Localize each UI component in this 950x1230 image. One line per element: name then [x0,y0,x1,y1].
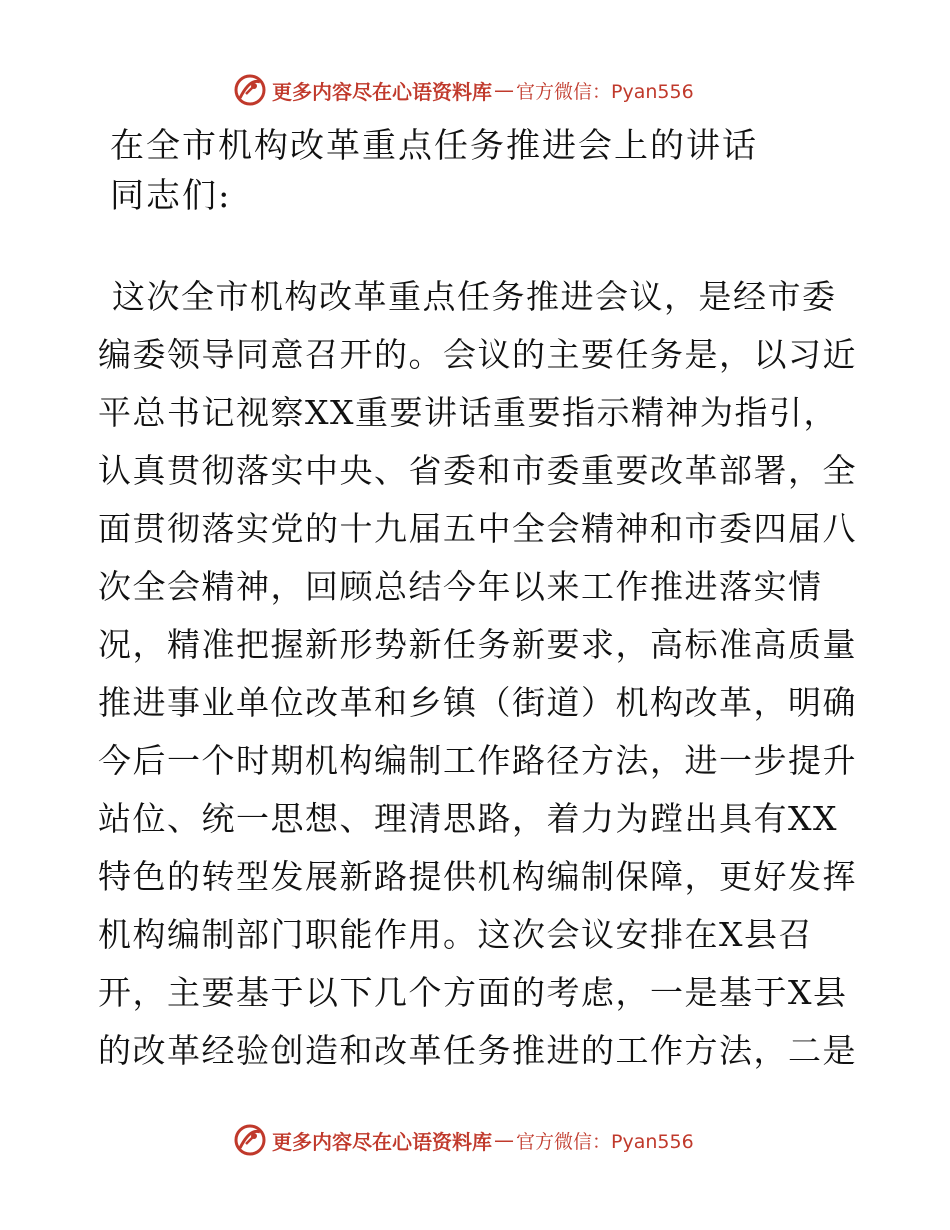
document-title: 在全市机构改革重点任务推进会上的讲话 [110,126,758,166]
body-line: 今后一个时期机构编制工作路径方法，进一步提升 [98,741,857,780]
watermark-separator: — [494,1128,514,1152]
watermark-text: 更多内容尽在心语资料库 [272,1129,492,1154]
body-line: 平总书记视察XX重要讲话重要指示精神为指引， [98,393,838,432]
watermark-text: 更多内容尽在心语资料库 [272,79,492,104]
body-line: 推进事业单位改革和乡镇（街道）机构改革，明确 [98,683,857,722]
body-text [98,268,898,1080]
footer-watermark [232,1120,694,1160]
body-line: 面贯彻落实党的十九届五中全会精神和市委四届八 [98,509,857,548]
header-watermark [232,70,694,110]
body-line: 次全会精神，回顾总结今年以来工作推进落实情 [98,567,823,606]
watermark-separator: — [494,78,514,102]
body-line: 况，精准把握新形势新任务新要求，高标准高质量 [98,625,857,664]
body-line: 机构编制部门职能作用。这次会议安排在X县召 [98,915,813,954]
watermark-wechat: 官方微信：Pyan556 [516,80,694,103]
body-line: 认真贯彻落实中央、省委和市委重要改革部署，全 [98,451,857,490]
body-line: 编委领导同意召开的。会议的主要任务是，以习近 [98,335,857,374]
body-line: 这次全市机构改革重点任务推进会议，是经市委 [112,277,837,316]
body-line: 开，主要基于以下几个方面的考虑，一是基于X县 [98,973,848,1012]
watermark-wechat: 官方微信：Pyan556 [516,1130,694,1153]
brand-logo-icon [232,1122,268,1158]
body-line: 站位、统一思想、理清思路，着力为蹚出具有XX [98,799,838,838]
body-line: 特色的转型发展新路提供机构编制保障，更好发挥 [98,857,857,896]
brand-logo-icon [232,72,268,108]
salutation: 同志们: [110,176,232,216]
body-line: 的改革经验创造和改革任务推进的工作方法，二是 [98,1031,857,1070]
